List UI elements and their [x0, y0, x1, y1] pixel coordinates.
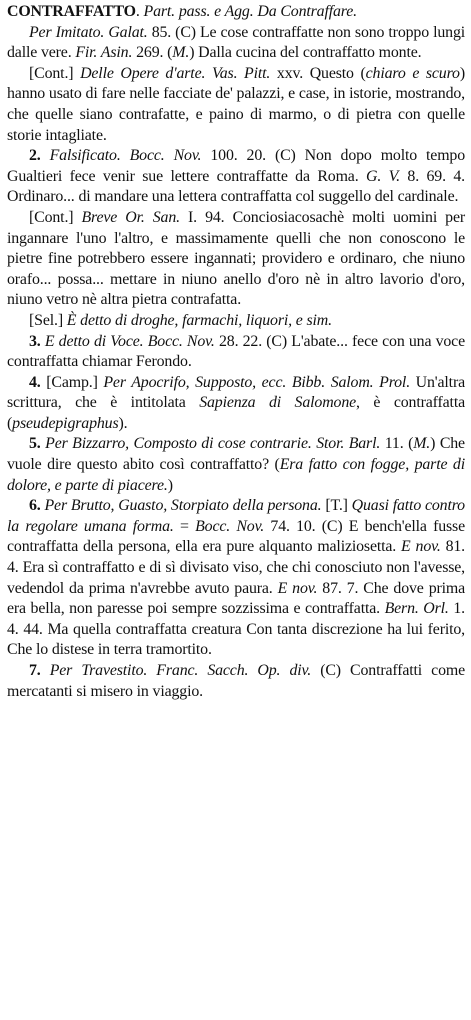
- paragraph-sense-5: [7, 434, 465, 496]
- citation-text: Per Travestito. Franc. Sacch. Op. div.: [49, 662, 312, 679]
- paragraph-sense-4: [7, 373, 465, 435]
- paragraph-sense-1: [7, 23, 465, 64]
- paragraph-sense-2: [7, 146, 465, 208]
- citation-text: E nov.: [401, 538, 441, 556]
- entry-text: xxv. Questo (: [270, 64, 366, 82]
- entry-text: Un'altra scrittura, che è intitolata: [7, 373, 465, 412]
- entry-text: [Sel.]: [29, 311, 67, 329]
- entry-heading: [7, 2, 465, 23]
- citation-text: Delle Opere d'arte. Vas. Pitt.: [80, 64, 271, 82]
- entry-text: 100. 20. (C) Non dopo molto tempo Gualtieri fece venir sue lettere contraffatte da Roma.: [7, 147, 465, 185]
- entry-text: 81. 4. Era sì contraffatto e di sì divisato viso, che chi conosciuto non l'avesse, vedendol da prima n'avrebbe avuto paura.: [7, 538, 466, 597]
- entry-text: , è contraffatta (: [7, 394, 465, 432]
- entry-text: [Cont.]: [29, 64, 81, 82]
- entry-body: [7, 23, 465, 703]
- entry-text: 74. 10. (C) E bench'ella fusse contraffatta della persona, ella era pure alquanto maliziosetta.: [7, 517, 465, 556]
- citation-text: Per Brutto, Guasto, Storpiato della persona.: [44, 497, 322, 515]
- headword: CONTRAFFATTO: [7, 3, 136, 20]
- citation-text: Breve Or. San.: [81, 208, 180, 226]
- citation-text: pseudepigraphus: [12, 414, 119, 432]
- citation-text: E detto di Voce. Bocc. Nov.: [44, 332, 215, 350]
- entry-text: ).: [118, 414, 128, 432]
- entry-text: [Camp.]: [46, 373, 104, 391]
- paragraph-sense-3: [7, 332, 465, 373]
- entry-text: 269. (: [132, 44, 173, 62]
- entry-text: ) hanno usato di fare nelle facciate de' palazzi, e case, in istorie, mostrando, che quelle siano contrafatte, e paino di marmo, o di pietra con quelle storie intagliate.: [7, 64, 466, 144]
- sense-number: 5.: [29, 435, 46, 453]
- entry-text: ) Che vuole dire questo abito così contraffatto? (: [7, 435, 465, 474]
- sense-number: 4.: [29, 373, 47, 391]
- citation-text: M.: [413, 435, 431, 453]
- entry-text: 87. 7. Che dove prima era bella, non paresse poi sempre sozzissima e contraffatta.: [7, 579, 466, 618]
- entry-text: I. 94. Conciosiacosachè molti uomini per ingannare l'uno l'altro, e massimamente quelli che non conoscono le pietre fine potrebbero essere ingannati; providero e ordinaro, che niuno orafo... possa... mettare in niuno anello d'oro nè in altro lavorio d'oro, niuno vetro nè altra pietra contrafatta.: [7, 208, 465, 309]
- citation-text: E nov.: [277, 579, 318, 597]
- entry-text: 85. (C) Le cose contraffatte non sono troppo lungi dalle vere.: [7, 23, 466, 62]
- citation-text: Quasi fatto contro la regolare umana forma.: [7, 497, 465, 535]
- citation-text: M.: [172, 44, 190, 62]
- entry-text: 11. (: [380, 435, 414, 453]
- entry-text: (C) Contraffatti come mercatanti si misero in viaggio.: [7, 662, 465, 700]
- citation-text: Falsificato. Bocc. Nov.: [49, 147, 202, 165]
- citation-text: G. V.: [366, 167, 400, 185]
- etymology: Da Contraffare.: [257, 3, 357, 20]
- citation-text: Sapienza di Salomone: [199, 394, 357, 412]
- entry-text: [T.]: [321, 497, 352, 515]
- paragraph-sense-6: [7, 496, 465, 661]
- citation-text: Fir. Asin.: [75, 44, 133, 62]
- entry-text: 8. 69. 4. Ordinaro... di mandare una lettera contraffatta col suggello del cardinale.: [7, 167, 465, 206]
- sense-number: 2.: [29, 147, 50, 165]
- entry-text: =: [173, 517, 196, 535]
- citation-text: È detto di droghe, farmachi, liquori, e sim.: [66, 311, 332, 329]
- paragraph-sense-2-sel: [7, 311, 465, 332]
- entry-text: [Cont.]: [29, 208, 82, 226]
- citation-text: Per Apocrifo, Supposto, ecc. Bibb. Salom. Prol.: [103, 373, 411, 391]
- sense-number: 6.: [29, 497, 45, 515]
- headword-separator: .: [135, 3, 144, 20]
- entry-text: ) Dalla cucina del contraffatto monte.: [189, 44, 422, 62]
- sense-number: 7.: [29, 662, 50, 679]
- citation-text: Bern. Orl.: [384, 600, 449, 618]
- paragraph-sense-7: [7, 661, 465, 702]
- entry-text: 1. 4. 44. Ma quella contraffatta creatura Con tanta discrezione ha lui ferito, Che lo distese in terra tramortito.: [7, 600, 465, 659]
- paragraph-sense-1-cont: [7, 64, 465, 146]
- citation-text: Per Bizzarro, Composto di cose contrarie. Stor. Barl.: [45, 435, 381, 453]
- citation-text: chiaro e scuro: [365, 64, 460, 82]
- paragraph-sense-2-cont: [7, 208, 465, 311]
- citation-text: Bocc. Nov.: [195, 517, 265, 535]
- entry-text: ): [167, 476, 173, 494]
- entry-text: 28. 22. (C) L'abate... fece con una voce contraffatta chiamar Ferondo.: [7, 332, 465, 371]
- sense-number: 3.: [29, 332, 45, 350]
- grammar-label: Part. pass. e Agg.: [143, 3, 254, 20]
- citation-text: Per Imitato. Galat.: [29, 23, 148, 41]
- citation-text: Era fatto con fogge, parte di dolore, e parte di piacere.: [7, 456, 465, 494]
